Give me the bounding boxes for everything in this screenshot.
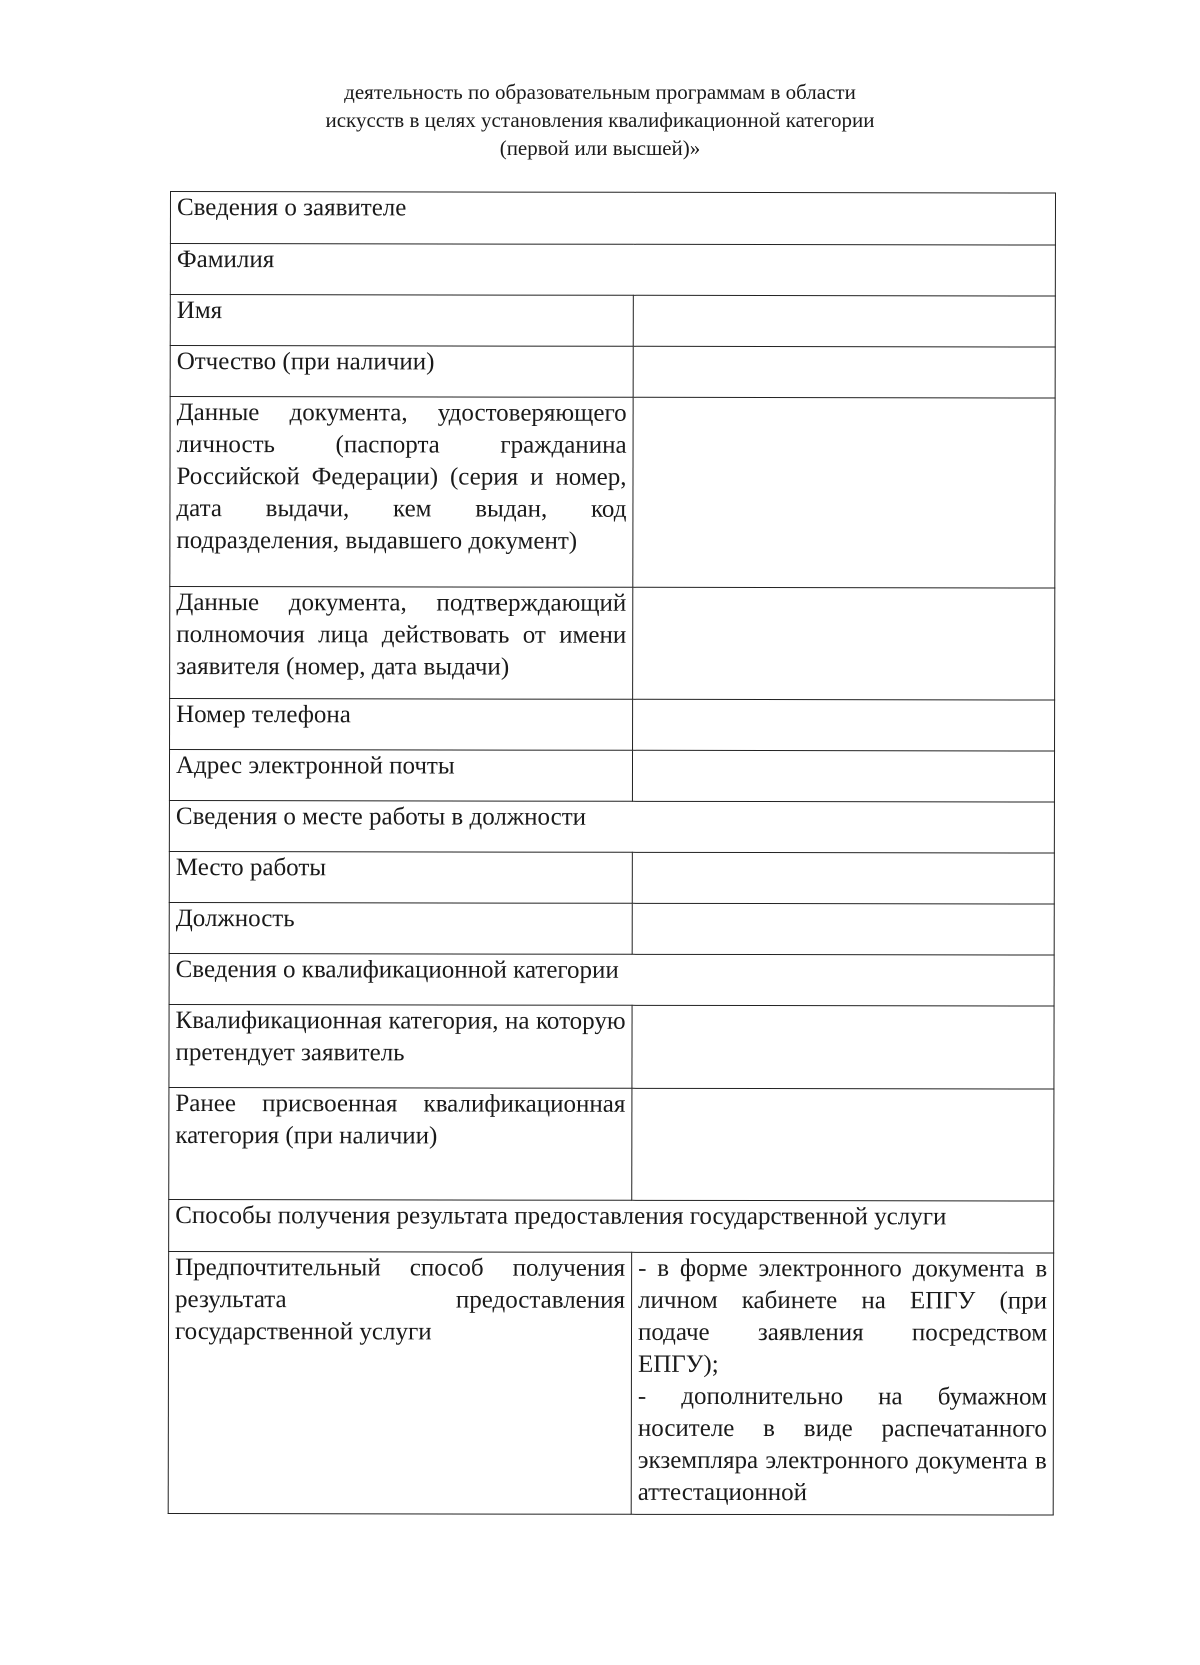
row-position <box>169 902 1054 955</box>
label-name: Имя <box>170 295 633 347</box>
field-preferred-method[interactable] <box>631 1252 1053 1515</box>
label-email: Адрес электронной почты <box>169 750 632 802</box>
field-claimed-category[interactable] <box>632 1005 1054 1089</box>
row-identity-doc <box>170 397 1055 589</box>
preferred-method-option-paper: - дополнительно на бумажном носителе в виде распечатанного экземпляра электронного документа в аттестационной <box>637 1382 1047 1507</box>
section-row-result <box>169 1199 1054 1253</box>
label-surname: Фамилия <box>170 244 1055 297</box>
label-claimed-category: Квалификационная категория, на которую претендует заявитель <box>175 1007 626 1067</box>
field-position[interactable] <box>632 903 1054 955</box>
label-preferred-method: Предпочтительный способ получения результата предоставления государственной услуги <box>174 1254 626 1346</box>
row-claimed-category <box>169 1004 1054 1089</box>
document-heading <box>0 78 1200 162</box>
row-surname <box>170 244 1055 297</box>
heading-line-2: искусств в целях установления квалификационной категории <box>325 108 875 132</box>
label-patronymic: Отчество (при наличии) <box>170 346 633 398</box>
field-name[interactable] <box>633 295 1055 347</box>
label-previous-category: Ранее присвоенная квалификационная категория (при наличии) <box>175 1090 626 1150</box>
label-identity-doc: Данные документа, удостоверяющего личность (паспорта гражданина Российской Федерации) (серия и номер, дата выдачи, кем выдан, код подразделения, выдавшего документ) <box>176 399 627 555</box>
section-row-qualification <box>169 953 1054 1006</box>
section-title-qualification: Сведения о квалификационной категории <box>169 953 1054 1006</box>
section-title-work: Сведения о месте работы в должности <box>169 800 1054 853</box>
heading-line-1: деятельность по образовательным программам в области <box>344 80 856 104</box>
field-patronymic[interactable] <box>633 346 1055 398</box>
label-phone: Номер телефона <box>170 699 633 751</box>
row-previous-category <box>169 1087 1054 1201</box>
field-phone[interactable] <box>633 699 1055 751</box>
heading-line-3: (первой или высшей)» <box>499 136 701 160</box>
row-workplace <box>169 851 1054 904</box>
row-name <box>170 295 1055 348</box>
field-identity-doc[interactable] <box>633 397 1055 588</box>
section-row-work <box>169 800 1054 853</box>
section-title-applicant: Сведения о заявителе <box>170 192 1055 246</box>
row-preferred-method <box>168 1251 1053 1515</box>
row-authority-doc <box>170 587 1055 701</box>
row-phone <box>170 699 1055 752</box>
section-row-applicant <box>170 192 1055 246</box>
row-email <box>169 750 1054 803</box>
field-email[interactable] <box>632 750 1054 802</box>
label-position: Должность <box>169 902 632 954</box>
preferred-method-option-electronic: - в форме электронного документа в личном кабинете на ЕПГУ (при подаче заявления посредством ЕПГУ); <box>637 1254 1048 1378</box>
field-workplace[interactable] <box>632 852 1054 904</box>
field-authority-doc[interactable] <box>633 587 1055 700</box>
row-patronymic <box>170 346 1055 399</box>
label-workplace: Место работы <box>169 851 632 903</box>
field-previous-category[interactable] <box>632 1088 1054 1201</box>
section-title-result: Способы получения результата предоставления государственной услуги <box>169 1199 1054 1253</box>
application-form-table <box>168 191 1056 1516</box>
label-authority-doc: Данные документа, подтверждающий полномочия лица действовать от имени заявителя (номер, дата выдачи) <box>176 589 627 681</box>
